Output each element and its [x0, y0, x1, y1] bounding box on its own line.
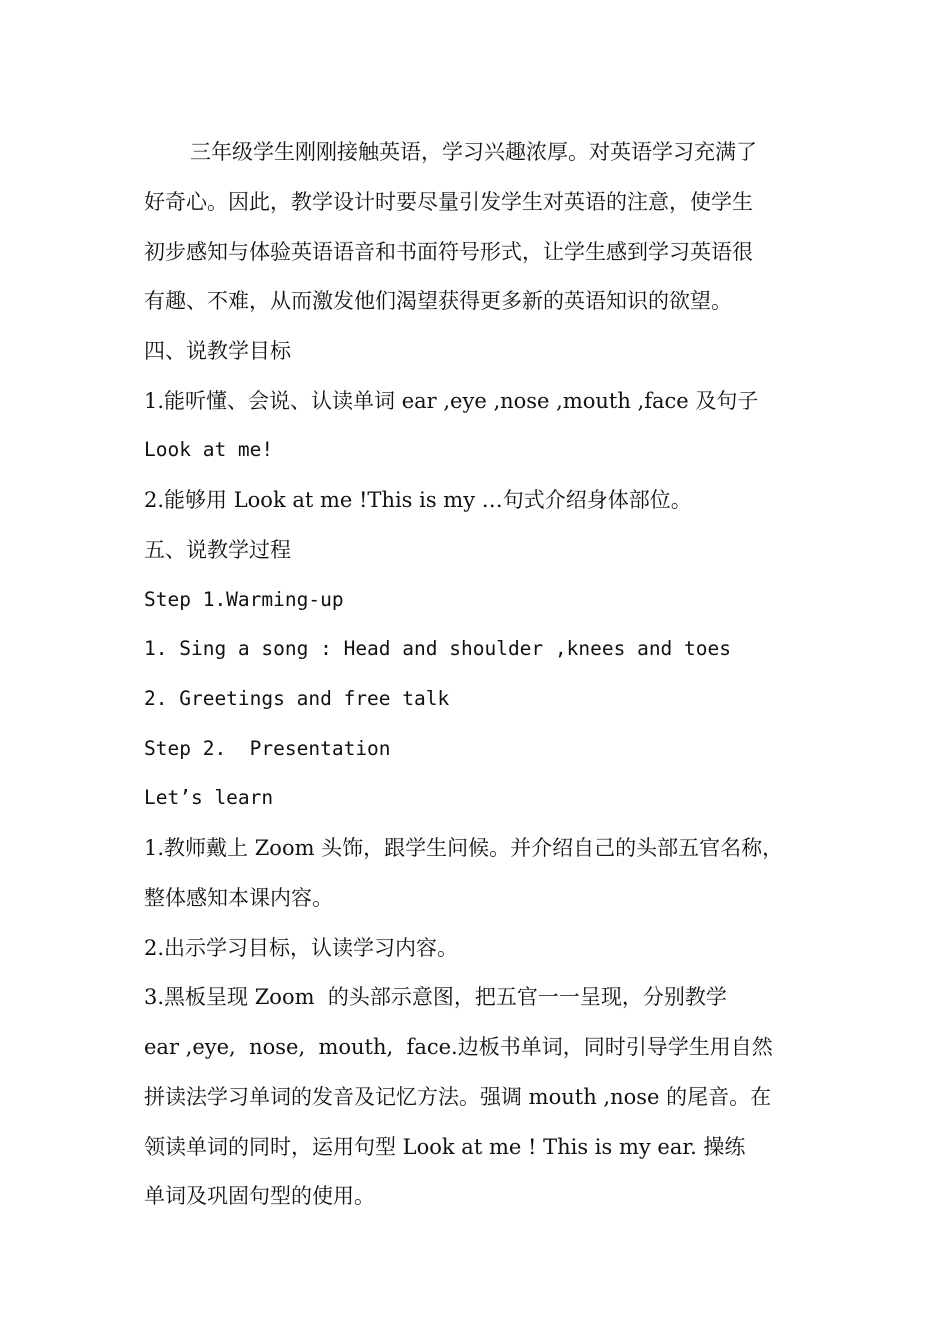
step-1-heading: Step 1.Warming-up: [144, 588, 344, 611]
step-2-heading: Step 2. Presentation: [144, 737, 391, 760]
step-2-item-1-line-2: 整体感知本课内容。: [144, 886, 333, 910]
intro-paragraph-line-4: 有趣、不难，从而激发他们渴望获得更多新的英语知识的欲望。: [144, 289, 732, 313]
step-2-item-1-line-1: 1.教师戴上 Zoom 头饰，跟学生问候。并介绍自己的头部五官名称，: [144, 836, 784, 860]
goal-2: 2.能够用 Look at me !This is my …句式介绍身体部位。: [144, 488, 692, 512]
intro-paragraph-line-2: 好奇心。因此，教学设计时要尽量引发学生对英语的注意，使学生: [144, 190, 753, 214]
step-2-item-3-line-5: 单词及巩固句型的使用。: [144, 1184, 375, 1208]
step-2-item-3-line-2: ear ,eye, nose, mouth, face.边板书单词，同时引导学生用自然: [144, 1035, 773, 1059]
section-five-heading: 五、说教学过程: [144, 538, 291, 562]
intro-paragraph-line-3: 初步感知与体验英语语音和书面符号形式，让学生感到学习英语很: [144, 240, 753, 264]
goal-1-line-2: Look at me!: [144, 438, 274, 461]
step-1-item-1: 1. Sing a song : Head and shoulder ,knees and toes: [144, 637, 731, 660]
step-1-item-2: 2. Greetings and free talk: [144, 687, 450, 710]
step-2-item-3-line-1: 3.黑板呈现 Zoom 的头部示意图，把五官一一呈现，分别教学: [144, 985, 727, 1009]
goal-1-line-1: 1.能听懂、会说、认读单词 ear ,eye ,nose ,mouth ,face 及句子: [144, 389, 759, 413]
step-2-item-3-line-4: 领读单词的同时，运用句型 Look at me ! This is my ear. 操练: [144, 1135, 746, 1159]
step-2-item-2: 2.出示学习目标，认读学习内容。: [144, 936, 459, 960]
intro-paragraph-line-1: 三年级学生刚刚接触英语，学习兴趣浓厚。对英语学习充满了: [190, 140, 757, 164]
section-four-heading: 四、说教学目标: [144, 339, 291, 363]
step-2-item-3-line-3: 拼读法学习单词的发音及记忆方法。强调 mouth ,nose 的尾音。在: [144, 1085, 772, 1109]
lets-learn-heading: Let’s learn: [144, 786, 274, 809]
